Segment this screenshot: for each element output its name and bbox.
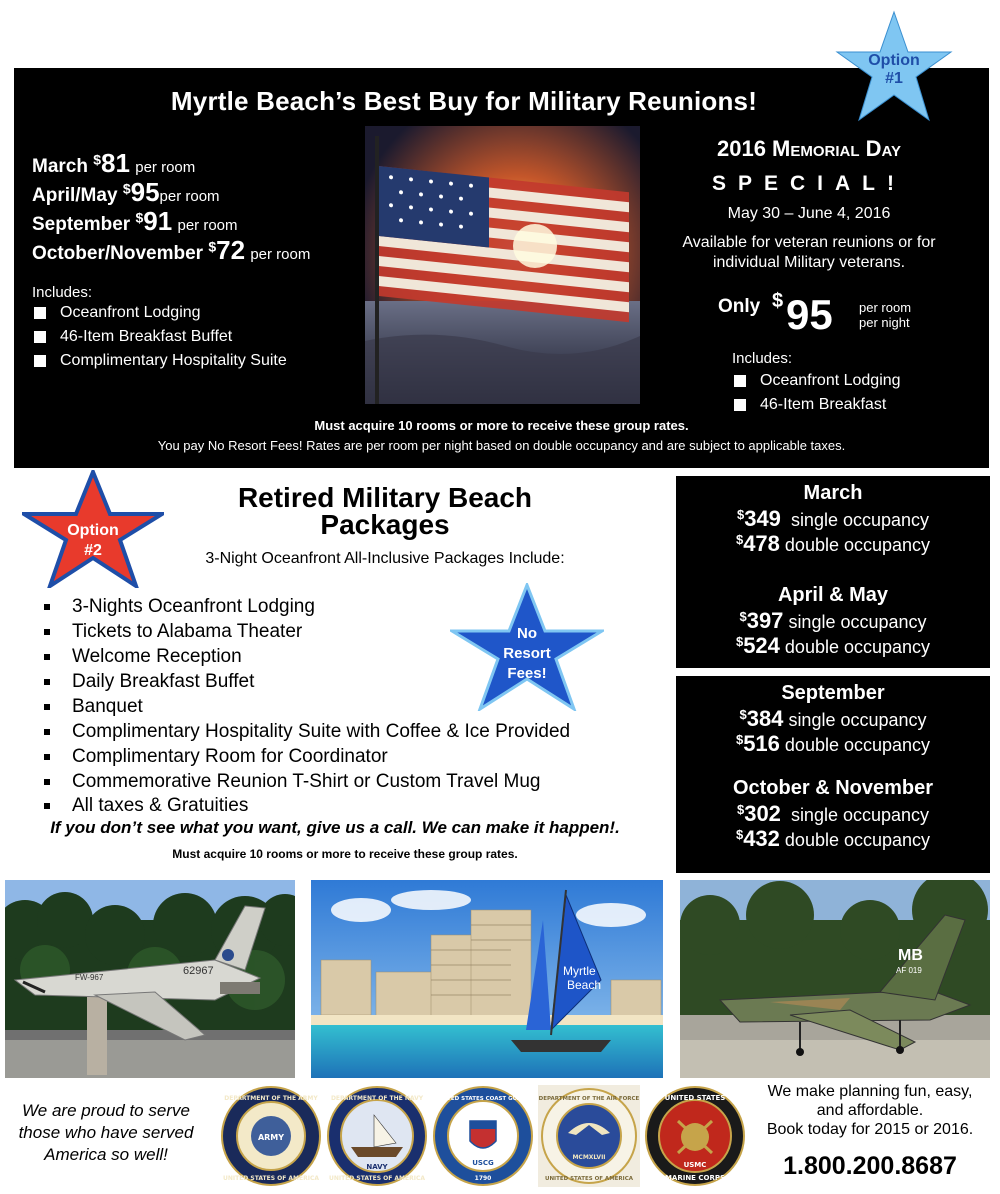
vietnam-era-jet-photo: [680, 880, 990, 1078]
occupancy-label: double occupancy: [784, 535, 931, 555]
price-unit-line: per night: [859, 315, 910, 330]
bullet-icon: [44, 803, 50, 809]
amount: 302: [744, 801, 781, 826]
rate-currency: $: [93, 151, 102, 168]
seal-ring-top: UNITED STATES: [664, 1094, 726, 1102]
army-seal: [220, 1085, 322, 1187]
jet-monument-photo: [5, 880, 295, 1078]
marine-corps-seal: [644, 1085, 746, 1187]
special-dates: May 30 – June 4, 2016: [727, 205, 891, 222]
sail-text-1: Myrtle: [563, 964, 596, 978]
title-line: Packages: [320, 509, 450, 540]
occupancy-label: single occupancy: [790, 510, 930, 530]
rate-unit: per room: [250, 246, 311, 263]
package-item-text: 3-Nights Oceanfront Lodging: [72, 596, 315, 617]
amount: 478: [743, 531, 780, 556]
single-rate: [676, 506, 990, 532]
bullet-icon: [44, 754, 50, 760]
package-item: [44, 671, 254, 693]
proud-line: America so well!: [44, 1145, 168, 1164]
price-unit-line: per room: [859, 300, 912, 315]
rate-march: [32, 148, 195, 179]
seal-ring-bottom: UNITED STATES OF AMERICA: [544, 1176, 634, 1182]
bullet-icon: [44, 654, 50, 660]
include-text: Complimentary Hospitality Suite: [60, 352, 287, 369]
single-rate: [676, 608, 990, 634]
season-name: April & May: [777, 584, 889, 606]
rate-price: 72: [216, 235, 246, 265]
jet1-number: 62967: [183, 965, 214, 977]
option1-fine-print: You pay No Resort Fees! Rates are per room per night based on double occupancy and are subject to applicable taxes.: [157, 438, 846, 453]
double-rate: [676, 826, 990, 852]
currency: $: [735, 532, 744, 547]
flag-sunset-photo: [365, 126, 640, 404]
star-text: #1: [885, 70, 903, 87]
coast-guard-seal: [432, 1085, 534, 1187]
rate-currency: $: [135, 209, 144, 226]
package-item: [44, 696, 143, 718]
special-price-unit: [859, 300, 911, 330]
star-text: #2: [84, 542, 102, 559]
occupancy-label: double occupancy: [784, 830, 931, 850]
package-item: [44, 621, 302, 643]
option1-panel: [14, 68, 989, 468]
bullet-icon: [44, 729, 50, 735]
no-resort-fees-label: [450, 624, 604, 684]
special-currency: $: [772, 290, 784, 312]
option1-star-label: [834, 52, 954, 88]
only-label: Only: [718, 296, 761, 317]
include-item: [34, 328, 232, 346]
price-box-fall: [676, 676, 990, 873]
seal-ring-top: DEPARTMENT OF THE AIR FORCE: [538, 1096, 640, 1102]
currency: $: [736, 802, 745, 817]
amount: 397: [746, 608, 784, 633]
rate-unit: per room: [177, 217, 238, 234]
rate-price: 95: [130, 177, 160, 207]
special-include-item: [734, 396, 886, 414]
option2-subtitle: 3-Night Oceanfront All-Inclusive Packages Include:: [205, 550, 565, 567]
seal-ring-top: DEPARTMENT OF THE ARMY: [224, 1095, 318, 1102]
currency: $: [735, 732, 744, 747]
include-text: 46-Item Breakfast Buffet: [60, 328, 233, 345]
seal-ring-bottom: 1790: [474, 1175, 492, 1182]
planning-text: [745, 1082, 995, 1139]
rate-april-may: [32, 177, 220, 208]
star-text: Option: [868, 52, 920, 69]
rate-month: September: [32, 214, 131, 235]
bullet-square-icon: [34, 355, 46, 367]
package-item: [44, 746, 388, 768]
option2-title: [160, 484, 610, 538]
planning-line: Book today for 2015 or 2016.: [766, 1121, 974, 1138]
package-item: [44, 771, 540, 793]
rate-month: April/May: [32, 185, 118, 206]
option2-group-rate-note: Must acquire 10 rooms or more to receive these group rates.: [172, 847, 518, 861]
occupancy-label: double occupancy: [784, 637, 931, 657]
currency: $: [739, 707, 747, 722]
proud-line: We are proud to serve: [22, 1101, 190, 1120]
rate-october-november: [32, 235, 310, 266]
package-item: [44, 795, 248, 817]
bullet-square-icon: [34, 307, 46, 319]
option1-headline: Myrtle Beach’s Best Buy for Military Reunions!: [170, 86, 758, 116]
jet2-mark: MB: [898, 947, 923, 964]
occupancy-label: double occupancy: [784, 735, 931, 755]
rate-price: 91: [143, 206, 173, 236]
star-text: Fees!: [507, 665, 547, 682]
bullet-square-icon: [734, 399, 746, 411]
special-price: 95: [786, 291, 833, 338]
package-item: [44, 596, 315, 618]
amount: 349: [744, 506, 781, 531]
seal-ring-top: DEPARTMENT OF THE NAVY: [330, 1095, 424, 1102]
package-item-text: Welcome Reception: [72, 646, 242, 667]
package-item: [44, 721, 570, 743]
rate-currency: $: [208, 238, 217, 255]
seal-center: USCG: [472, 1159, 494, 1167]
special-title: 2016 Memorial Day: [716, 136, 901, 161]
double-rate: [676, 633, 990, 659]
occupancy-label: single occupancy: [788, 612, 927, 632]
package-item-text: Complimentary Room for Coordinator: [72, 746, 388, 767]
price-box-spring: [676, 476, 990, 668]
rate-month: October/November: [32, 243, 204, 264]
special-includes-label: Includes:: [732, 350, 793, 367]
include-text: 46-Item Breakfast: [760, 396, 887, 413]
special-include-item: [734, 372, 901, 390]
bullet-icon: [44, 679, 50, 685]
bullet-icon: [44, 604, 50, 610]
special-availability-1: Available for veteran reunions or for: [682, 234, 936, 251]
single-rate: [676, 706, 990, 732]
currency: $: [735, 827, 744, 842]
package-item-text: All taxes & Gratuities: [72, 795, 249, 816]
bullet-icon: [44, 704, 50, 710]
occupancy-label: single occupancy: [788, 710, 927, 730]
amount: 432: [743, 826, 780, 851]
include-item: [34, 352, 287, 370]
season-name: October & November: [732, 777, 934, 799]
rate-unit: per room: [135, 159, 196, 176]
include-text: Oceanfront Lodging: [60, 304, 201, 321]
double-rate: [676, 731, 990, 757]
star-text: Option: [67, 522, 119, 539]
season-name: March: [803, 482, 863, 504]
seal-center: ARMY: [257, 1133, 285, 1142]
package-item-text: Banquet: [72, 696, 143, 717]
include-item: [34, 304, 201, 322]
amount: 516: [743, 731, 780, 756]
bullet-icon: [44, 779, 50, 785]
package-item-text: Complimentary Hospitality Suite with Coffee & Ice Provided: [72, 721, 571, 742]
package-item-text: Daily Breakfast Buffet: [72, 671, 255, 692]
special-subtitle: SPECIAL!: [711, 172, 906, 195]
rate-price: 81: [101, 148, 130, 178]
seal-center: NAVY: [366, 1163, 388, 1171]
bullet-icon: [44, 629, 50, 635]
star-text: No: [517, 625, 537, 642]
bullet-square-icon: [734, 375, 746, 387]
option2-star-label: [22, 521, 164, 561]
rate-month: March: [32, 156, 88, 177]
double-rate: [676, 531, 990, 557]
occupancy-label: single occupancy: [790, 805, 930, 825]
includes-label: Includes:: [32, 284, 93, 301]
package-item: [44, 646, 242, 668]
planning-line: and affordable.: [816, 1102, 924, 1119]
currency: $: [735, 634, 744, 649]
seal-center: USMC: [683, 1161, 707, 1169]
bullet-square-icon: [34, 331, 46, 343]
single-rate: [676, 801, 990, 827]
option1-group-rate-note: Must acquire 10 rooms or more to receive these group rates.: [314, 418, 689, 433]
star-text: Resort: [503, 645, 551, 662]
myrtle-beach-resort-photo: [311, 880, 663, 1078]
package-item-text: Commemorative Reunion T-Shirt or Custom Travel Mug: [72, 771, 541, 792]
air-force-seal: [538, 1085, 640, 1187]
amount: 384: [746, 706, 784, 731]
season-name: September: [781, 682, 885, 704]
seal-ring-bottom: UNITED STATES OF AMERICA: [222, 1175, 320, 1182]
jet1-tail: FW-967: [75, 973, 104, 982]
planning-line: We make planning fun, easy,: [767, 1083, 973, 1100]
seal-ring-bottom: UNITED STATES OF AMERICA: [328, 1175, 426, 1182]
seal-ring-bottom: MARINE CORPS: [664, 1174, 726, 1182]
navy-seal: [326, 1085, 428, 1187]
special-availability-2: individual Military veterans.: [712, 254, 906, 271]
currency: $: [736, 507, 745, 522]
title-line: Retired Military Beach: [237, 482, 533, 513]
seal-center: MCMXLVII: [572, 1154, 606, 1161]
rate-unit: per room: [159, 188, 220, 205]
rate-currency: $: [122, 180, 131, 197]
include-text: Oceanfront Lodging: [760, 372, 901, 389]
call-us-text: If you don’t see what you want, give us a call. We can make it happen!.: [50, 818, 620, 837]
phone-number[interactable]: 1.800.200.8687: [783, 1152, 957, 1180]
proud-to-serve-text: [0, 1100, 212, 1166]
package-item-text: Tickets to Alabama Theater: [72, 621, 303, 642]
jet2-number: AF 019: [896, 966, 922, 975]
currency: $: [739, 609, 747, 624]
proud-line: those who have served: [18, 1123, 194, 1142]
sail-text-2: Beach: [567, 978, 602, 992]
seal-ring-top: UNITED STATES COAST GUARD: [436, 1096, 530, 1102]
rate-september: [32, 206, 238, 237]
amount: 524: [743, 633, 780, 658]
